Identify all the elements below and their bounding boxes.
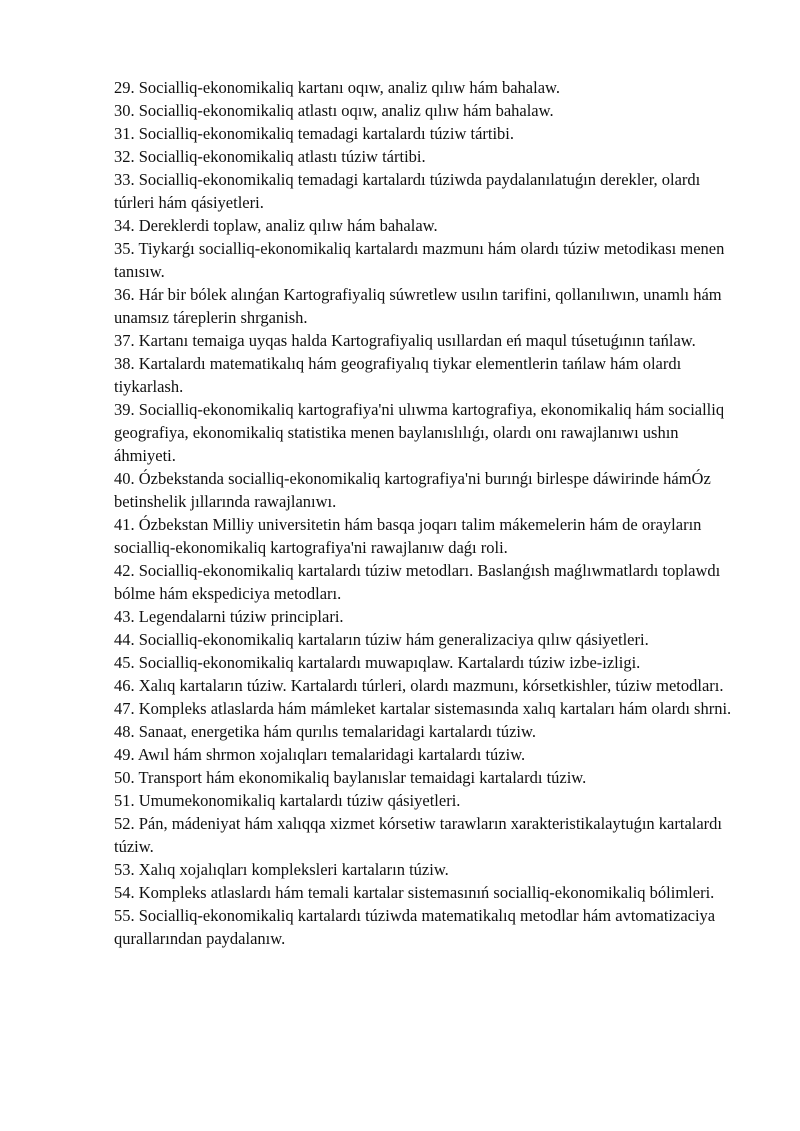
list-item: [114, 605, 744, 628]
item-text: Legendalarni túziw principlari.: [138, 607, 344, 626]
item-number: 41.: [114, 515, 135, 534]
list-item: [114, 237, 744, 283]
list-item: [114, 99, 744, 122]
item-text: Umumekonomikaliq kartalardı túziw qásiyetleri.: [138, 791, 461, 810]
item-number: 46.: [114, 676, 135, 695]
list-item: [114, 904, 744, 950]
item-number: 53.: [114, 860, 135, 879]
item-text: Socialliq-ekonomikaliq kartaların túziw hám generalizaciya qılıw qásiyetleri.: [138, 630, 649, 649]
list-item: [114, 651, 744, 674]
item-number: 54.: [114, 883, 135, 902]
list-item: [114, 789, 744, 812]
item-number: 51.: [114, 791, 135, 810]
item-text: Dereklerdi toplaw, analiz qılıw hám bahalaw.: [138, 216, 438, 235]
item-text: Socialliq-ekonomikaliq atlastı oqıw, analiz qılıw hám bahalaw.: [138, 101, 554, 120]
item-number: 32.: [114, 147, 135, 166]
item-text: Socialliq-ekonomikaliq atlastı túziw tártibi.: [138, 147, 426, 166]
list-item: [114, 122, 744, 145]
item-text: Kartalardı matematikalıq hám geografiyalıq tiykar elementlerin tańlaw hám olardı tiykarlash.: [114, 354, 682, 396]
list-item: [114, 559, 744, 605]
item-number: 48.: [114, 722, 135, 741]
item-text: Ózbekstan Milliy universitetin hám basqa joqarı talim mákemelerin hám de orayların socialliq-ekonomikaliq kartografiya'ni rawajlanıw daǵı roli.: [114, 515, 702, 557]
item-number: 43.: [114, 607, 135, 626]
list-item: [114, 214, 744, 237]
item-number: 40.: [114, 469, 135, 488]
item-text: Socialliq-ekonomikaliq temadagi kartalardı túziw tártibi.: [138, 124, 515, 143]
item-text: Socialliq-ekonomikaliq kartalardı túziwda matematikalıq metodlar hám avtomatizaciya qurallarından paydalanıw.: [114, 906, 716, 948]
list-item: [114, 145, 744, 168]
item-text: Xalıq xojalıqları kompleksleri kartaların túziw.: [138, 860, 449, 879]
list-item: [114, 697, 744, 720]
item-text: Kartanı temaiga uyqas halda Kartografiyaliq usıllardan eń maqul túsetuǵının tańlaw.: [138, 331, 696, 350]
list-item: [114, 766, 744, 789]
item-text: Socialliq-ekonomikaliq kartalardı túziw metodları. Baslanǵısh maǵlıwmatlardı toplawdı bólme hám ekspediciya metodları.: [114, 561, 721, 603]
item-number: 52.: [114, 814, 135, 833]
item-text: Socialliq-ekonomikaliq kartanı oqıw, analiz qılıw hám bahalaw.: [138, 78, 560, 97]
item-text: Socialliq-ekonomikaliq temadagi kartalardı túziwda paydalanılatuǵın derekler, olardı túrleri hám qásiyetleri.: [114, 170, 701, 212]
item-number: 29.: [114, 78, 135, 97]
item-text: Kompleks atlaslarda hám mámleket kartalar sistemasında xalıq kartaları hám olardı shrni.: [138, 699, 732, 718]
list-item: [114, 168, 744, 214]
item-text: Awıl hám shrmon xojalıqları temalaridagi kartalardı túziw.: [137, 745, 526, 764]
list-item: [114, 674, 744, 697]
item-number: 34.: [114, 216, 135, 235]
item-text: Hár bir bólek alınǵan Kartografiyaliq súwretlew usılın tarifini, qollanılıwın, unamlı hám unamsız táreplerin shrganish.: [114, 285, 722, 327]
item-number: 35.: [114, 239, 135, 258]
item-number: 47.: [114, 699, 135, 718]
list-item: [114, 812, 744, 858]
list-item: [114, 881, 744, 904]
item-text: Xalıq kartaların túziw. Kartalardı túrleri, olardı mazmunı, kórsetkishler, túziw metodları.: [138, 676, 724, 695]
list-item: [114, 858, 744, 881]
item-number: 49.: [114, 745, 135, 764]
list-item: [114, 352, 744, 398]
item-number: 50.: [114, 768, 135, 787]
list-item: [114, 76, 744, 99]
item-text: Tiykarǵı socialliq-ekonomikaliq kartalardı mazmunı hám olardı túziw metodikası menen tanısıw.: [114, 239, 725, 281]
item-text: Kompleks atlaslardı hám temali kartalar sistemasınıń socialliq-ekonomikaliq bólimleri.: [138, 883, 715, 902]
item-number: 38.: [114, 354, 135, 373]
item-number: 33.: [114, 170, 135, 189]
item-number: 30.: [114, 101, 135, 120]
list-item: [114, 628, 744, 651]
item-text: Sanaat, energetika hám qurılıs temalaridagi kartalardı túziw.: [138, 722, 536, 741]
item-number: 42.: [114, 561, 135, 580]
item-number: 44.: [114, 630, 135, 649]
list-item: [114, 398, 744, 467]
item-number: 45.: [114, 653, 135, 672]
item-text: Ózbekstanda socialliq-ekonomikaliq kartografiya'ni burınǵı birlespe dáwirinde hámÓz betinshelik jıllarında rawajlanıwı.: [114, 469, 711, 511]
item-number: 55.: [114, 906, 135, 925]
item-text: Socialliq-ekonomikaliq kartografiya'ni ulıwma kartografiya, ekonomikaliq hám socialliq geografiya, ekonomikaliq statistika menen baylanıslılıǵı, olardı onı rawajlanıwı ushın áhmiyeti.: [114, 400, 725, 465]
list-item: [114, 743, 744, 766]
list-item: [114, 467, 744, 513]
list-item: [114, 329, 744, 352]
list-item: [114, 283, 744, 329]
item-number: 39.: [114, 400, 135, 419]
item-number: 37.: [114, 331, 135, 350]
list-item: [114, 720, 744, 743]
item-text: Transport hám ekonomikaliq baylanıslar temaidagi kartalardı túziw.: [138, 768, 587, 787]
item-number: 31.: [114, 124, 135, 143]
document-page: [114, 76, 744, 950]
list-item: [114, 513, 744, 559]
item-text: Pán, mádeniyat hám xalıqqa xizmet kórsetiw tarawların xarakteristikalaytuǵın kartalardı túziw.: [114, 814, 723, 856]
item-text: Socialliq-ekonomikaliq kartalardı muwapıqlaw. Kartalardı túziw izbe-izligi.: [138, 653, 641, 672]
item-number: 36.: [114, 285, 135, 304]
